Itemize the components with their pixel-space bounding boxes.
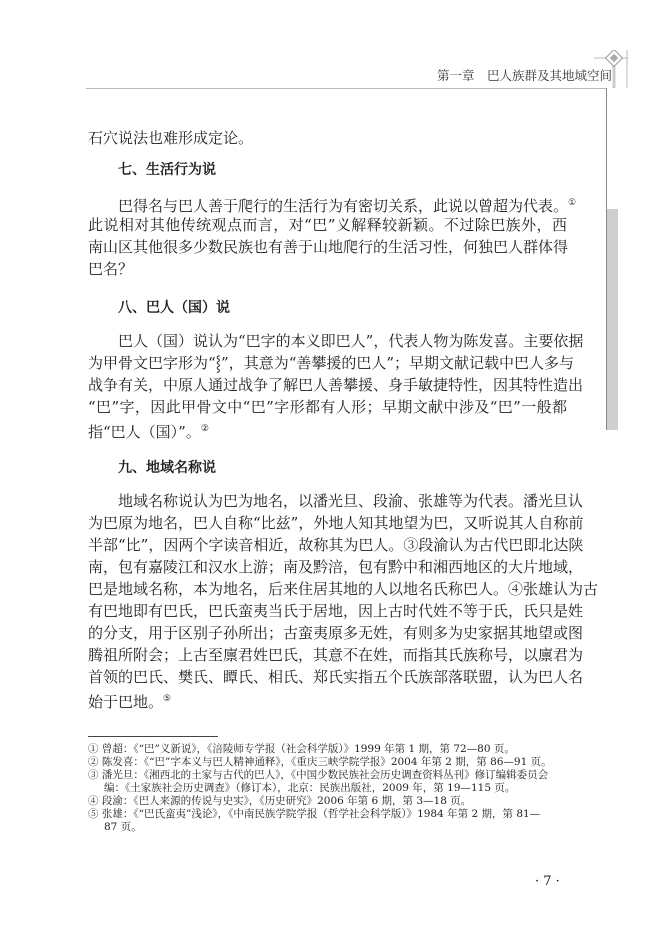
body-line: 腾祖所附会；上古至廪君姓巴氏，其意不在姓，而指其氏族称号，以廪君为	[88, 646, 584, 664]
body-line: 南，包有嘉陵江和汉水上游；南及黔涪，包有黔中和湘西地区的大片地域，	[88, 558, 584, 576]
body-line: 始于巴地。⑤	[88, 693, 172, 711]
footnote-line: 87 页。	[104, 821, 142, 833]
body-line: “巴”字，因此甲骨文中“巴”字形都有人形；早期文献中涉及“巴”一般都	[88, 398, 567, 416]
body-line: 半部“比”，因两个字读音相近，故称其为巴人。③段渝认为古代巴即北达陕	[88, 536, 584, 554]
footnote-line: ② 陈发喜：《“巴”字本义与巴人精神通释》，《重庆三峡学院学报》2004 年第 2 期，第 86—91 页。	[88, 756, 552, 768]
header-rule	[86, 88, 607, 89]
section-heading: 八、巴人（国）说	[118, 300, 230, 316]
body-line: 巴得名与巴人善于爬行的生活行为有密切关系，此说以曾超为代表。①	[118, 197, 577, 215]
footnote-line: 编：《土家族社会历史调查》（修订本），北京：民族出版社，2009 年，第 19—115 页。	[104, 782, 516, 794]
footnote-marker: ②	[200, 424, 209, 434]
body-line: 石穴说法也难形成定论。	[88, 129, 254, 147]
body-line: 的分支，用于区别子孙所出；古蛮夷原多无姓，有则多为史家据其地望或图	[88, 624, 584, 642]
body-line: 为巴原为地名，巴人自称“比兹”，外地人知其地望为巴，又听说其人自称前	[88, 514, 584, 532]
corner-ornament-icon	[594, 50, 628, 88]
footnote-line: ③ 潘光旦：《湘西北的土家与古代的巴人》，《中国少数民族社会历史调查资料丛刊》修订编辑委员会	[88, 769, 549, 781]
footnote-line: ⑤ 张雄：《“巴氏蛮夷”浅论》，《中南民族学院学报（哲学社会科学版）》1984 年第 2 期，第 81—	[88, 808, 541, 820]
body-line: 战争有关，中原人通过战争了解巴人善攀援、身手敏捷特性，因其特性造出	[88, 376, 584, 394]
footnote-rule	[88, 736, 218, 737]
footnote-marker: ⑤	[163, 694, 172, 704]
footnote-line: ① 曾超：《“巴”义新说》，《涪陵师专学报（社会科学版）》1999 年第 1 期，第 72—80 页。	[88, 743, 515, 755]
body-line: 地域名称说认为巴为地名，以潘光旦、段渝、张雄等为代表。潘光旦认	[118, 492, 584, 510]
body-line: 巴人（国）说认为“巴字的本义即巴人”，代表人物为陈发喜。主要依据	[118, 332, 584, 350]
body-line: 巴是地域名称，本为地名，后来住居其地的人以地名氏称巴人。④张雄认为古	[88, 580, 599, 598]
page-number: · 7 ·	[535, 874, 560, 889]
body-line: 南山区其他很多少数民族也有善于山地爬行的生活习性，何独巴人群体得	[88, 238, 569, 256]
footnote-marker: ①	[568, 198, 577, 208]
footnote-line: ④ 段渝：《巴人来源的传说与史实》，《历史研究》2006 年第 6 期，第 3—18 页。	[88, 795, 472, 807]
body-line: 为甲骨文巴字形为“⸾”，其意为“善攀援的巴人”；早期文献记载中巴人多与	[88, 354, 575, 372]
body-line: 巴名？	[88, 260, 134, 278]
margin-thumb-tab	[607, 209, 618, 430]
body-line: 有巴地即有巴氏，巴氏蛮夷当氏于居地，因上古时代姓不等于氏，氏只是姓	[88, 602, 584, 620]
section-heading: 七、生活行为说	[118, 162, 216, 178]
running-header: 第一章 巴人族群及其地域空间	[436, 68, 612, 83]
body-line: 首领的巴氏、樊氏、瞫氏、相氏、郑氏实指五个氏族部落联盟，认为巴人名	[88, 668, 584, 686]
body-line: 指“巴人（国）”。②	[88, 423, 209, 441]
body-line: 此说相对其他传统观点而言，对“巴”义解释较新颖。不过除巴族外，西	[88, 216, 567, 234]
section-heading: 九、地域名称说	[118, 460, 216, 476]
